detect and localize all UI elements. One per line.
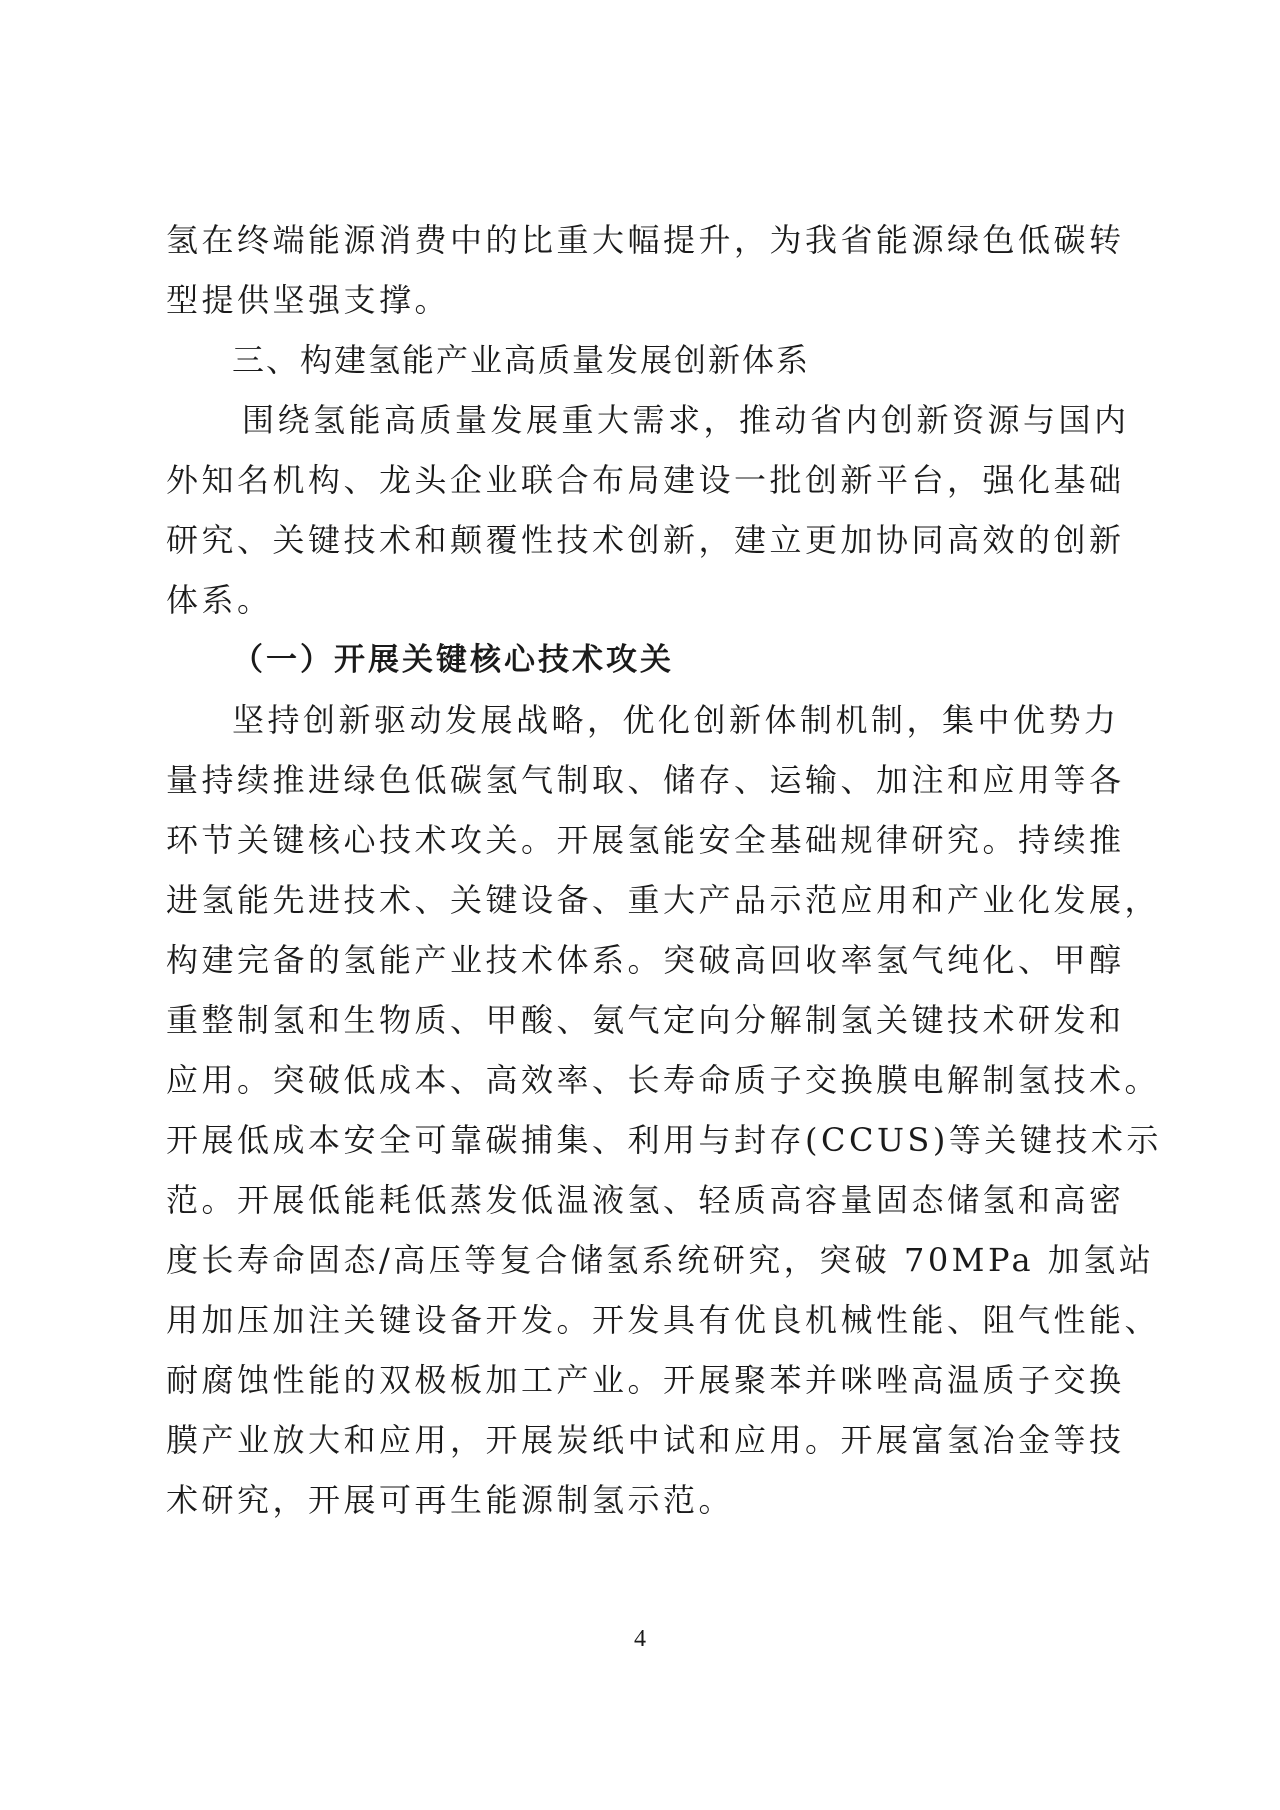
text-line: 研究、关键技术和颠覆性技术创新，建立更加协同高效的创新: [166, 521, 1125, 559]
paragraph: [166, 390, 1130, 630]
section-heading-text: 三、构建氢能产业高质量发展创新体系: [232, 341, 811, 379]
text-line: 氢在终端能源消费中的比重大幅提升，为我省能源绿色低碳转: [166, 221, 1125, 259]
text-line: 量持续推进绿色低碳氢气制取、储存、运输、加注和应用等各: [166, 761, 1125, 799]
text-line: 环节关键核心技术攻关。开展氢能安全基础规律研究。持续推: [166, 821, 1125, 859]
document-body: [166, 210, 1162, 1530]
text-line: 重整制氢和生物质、甲酸、氨气定向分解制氢关键技术研发和: [166, 1001, 1125, 1039]
text-line: 范。开展低能耗低蒸发低温液氢、轻质高容量固态储氢和高密: [166, 1181, 1125, 1219]
paragraph: [166, 690, 1162, 1530]
text-line: 耐腐蚀性能的双极板加工产业。开展聚苯并咪唑高温质子交换: [166, 1361, 1125, 1399]
subsection-heading-text: （一）开展关键核心技术攻关: [232, 642, 674, 678]
text-line: 坚持创新驱动发展战略，优化创新体制机制，集中优势力: [232, 701, 1120, 739]
paragraph: [166, 210, 1125, 330]
subsection-heading: [166, 630, 1101, 690]
text-line: 外知名机构、龙头企业联合布局建设一批创新平台，强化基础: [166, 461, 1125, 499]
text-line: 开展低成本安全可靠碳捕集、利用与封存(CCUS)等关键技术示: [166, 1121, 1162, 1159]
text-line: 进氢能先进技术、关键设备、重大产品示范应用和产业化发展，: [166, 881, 1161, 919]
text-line: 度长寿命固态/高压等复合储氢系统研究，突破 70MPa 加氢站: [166, 1241, 1155, 1279]
text-line: 构建完备的氢能产业技术体系。突破高回收率氢气纯化、甲醇: [166, 941, 1125, 979]
text-line: 型提供坚强支撑。: [166, 281, 451, 319]
text-line: 用加压加注关键设备开发。开发具有优良机械性能、阻气性能、: [166, 1301, 1161, 1339]
section-heading: [166, 330, 1101, 390]
page-number: 4: [634, 1626, 646, 1652]
text-line: 体系。: [166, 581, 273, 619]
text-line: 术研究，开展可再生能源制氢示范。: [166, 1481, 735, 1519]
text-line: 应用。突破低成本、高效率、长寿命质子交换膜电解制氢技术。: [166, 1061, 1161, 1099]
text-line: 膜产业放大和应用，开展炭纸中试和应用。开展富氢冶金等技: [166, 1421, 1125, 1459]
text-line: 围绕氢能高质量发展重大需求，推动省内创新资源与国内: [242, 401, 1130, 439]
